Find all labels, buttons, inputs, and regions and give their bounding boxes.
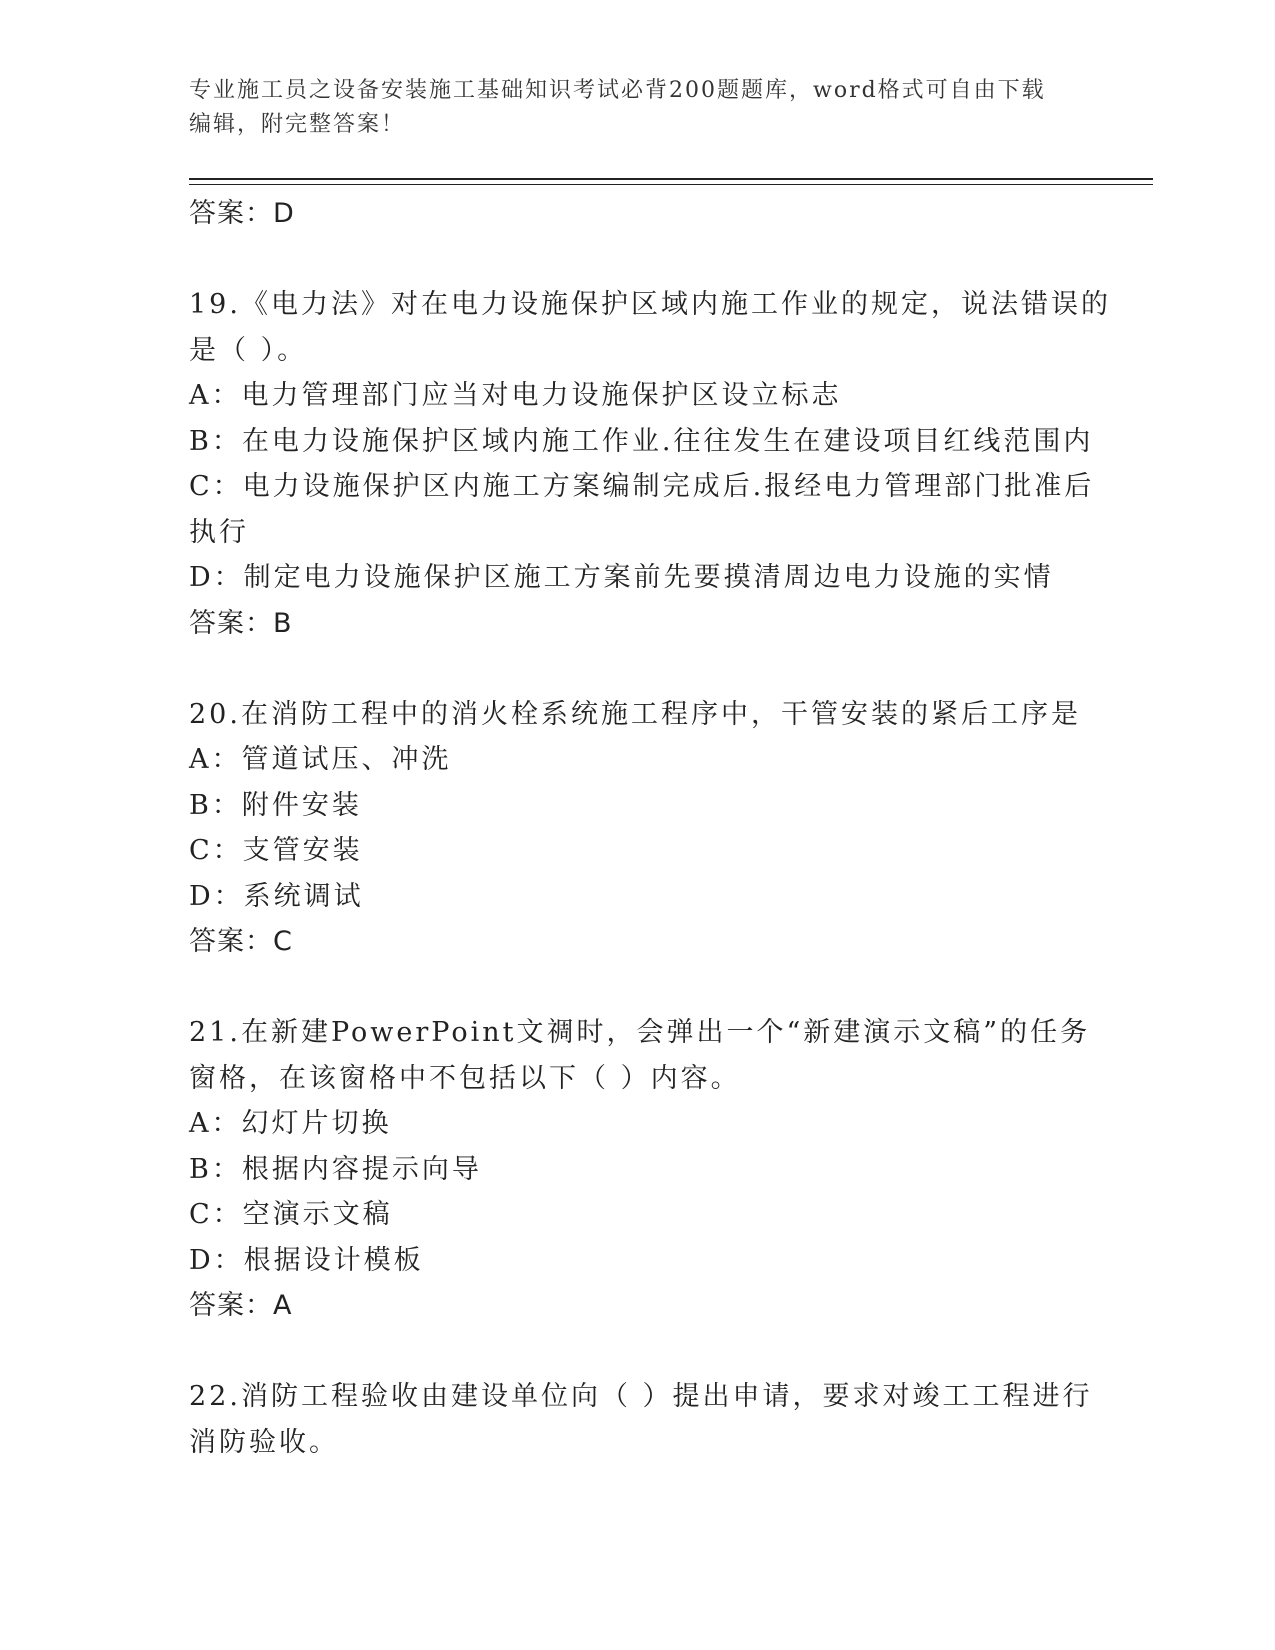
spacer [189,237,1089,283]
answer-19: 答案：B [189,607,293,639]
header-line-2: 编辑，附完整答案！ [189,112,406,137]
document-header [189,74,1089,142]
option-c: C：空演示文稿 [189,1199,393,1230]
answer-20: 答案：C [189,926,293,957]
spacer [189,1329,1089,1375]
option-d: D：根据设计模板 [189,1244,424,1276]
question-stem: 19.《电力法》对在电力设施保护区域内施工作业的规定，说法错误的 [189,289,1111,320]
header-rule-thick [189,178,1153,180]
option-b: B：附件安装 [189,789,362,821]
question-stem: 21.在新建PowerPoint文禂时，会弹出一个“新建演示文稿”的任务 [189,1017,1091,1048]
option-a: A：幻灯片切换 [189,1108,392,1139]
option-c-cont: 执行 [189,516,249,548]
option-b: B：根据内容提示向导 [189,1153,482,1185]
answer-21: 答案：A [189,1290,293,1321]
option-c: C：支管安装 [189,835,363,866]
option-d: D：系统调试 [189,880,364,912]
question-stem-cont: 窗格，在该窗格中不包括以下（ ）内容。 [189,1062,741,1094]
question-stem-cont: 消防验收。 [189,1426,339,1458]
spacer [189,646,1089,692]
header-rule-thin [189,184,1153,185]
option-a: A：管道试压、冲洗 [189,744,452,775]
option-d: D：制定电力设施保护区施工方案前先要摸清周边电力设施的实情 [189,562,1054,593]
option-a: A：电力管理部门应当对电力设施保护区设立标志 [189,380,842,411]
option-c: C：电力设施保护区内施工方案编制完成后.报经电力管理部门批准后 [189,471,1095,502]
question-22 [189,1374,1093,1465]
header-line-1: 专业施工员之设备安装施工基础知识考试必背200题题库，word格式可自由下载 [189,78,1046,103]
question-21 [189,1010,1089,1329]
question-19 [189,282,1111,646]
question-20 [189,692,1089,965]
answer-18: 答案：D [189,198,295,229]
question-stem: 22.消防工程验收由建设单位向（ ）提出申请，要求对竣工工程进行 [189,1381,1093,1412]
option-b: B：在电力设施保护区域内施工作业.往往发生在建设项目红线范围内 [189,425,1094,457]
document-body [189,191,1111,1465]
question-stem-cont: 是（ ）。 [189,334,308,366]
spacer [189,965,1089,1011]
question-stem: 20.在消防工程中的消火栓系统施工程序中，干管安装的紧后工序是 [189,698,1081,730]
